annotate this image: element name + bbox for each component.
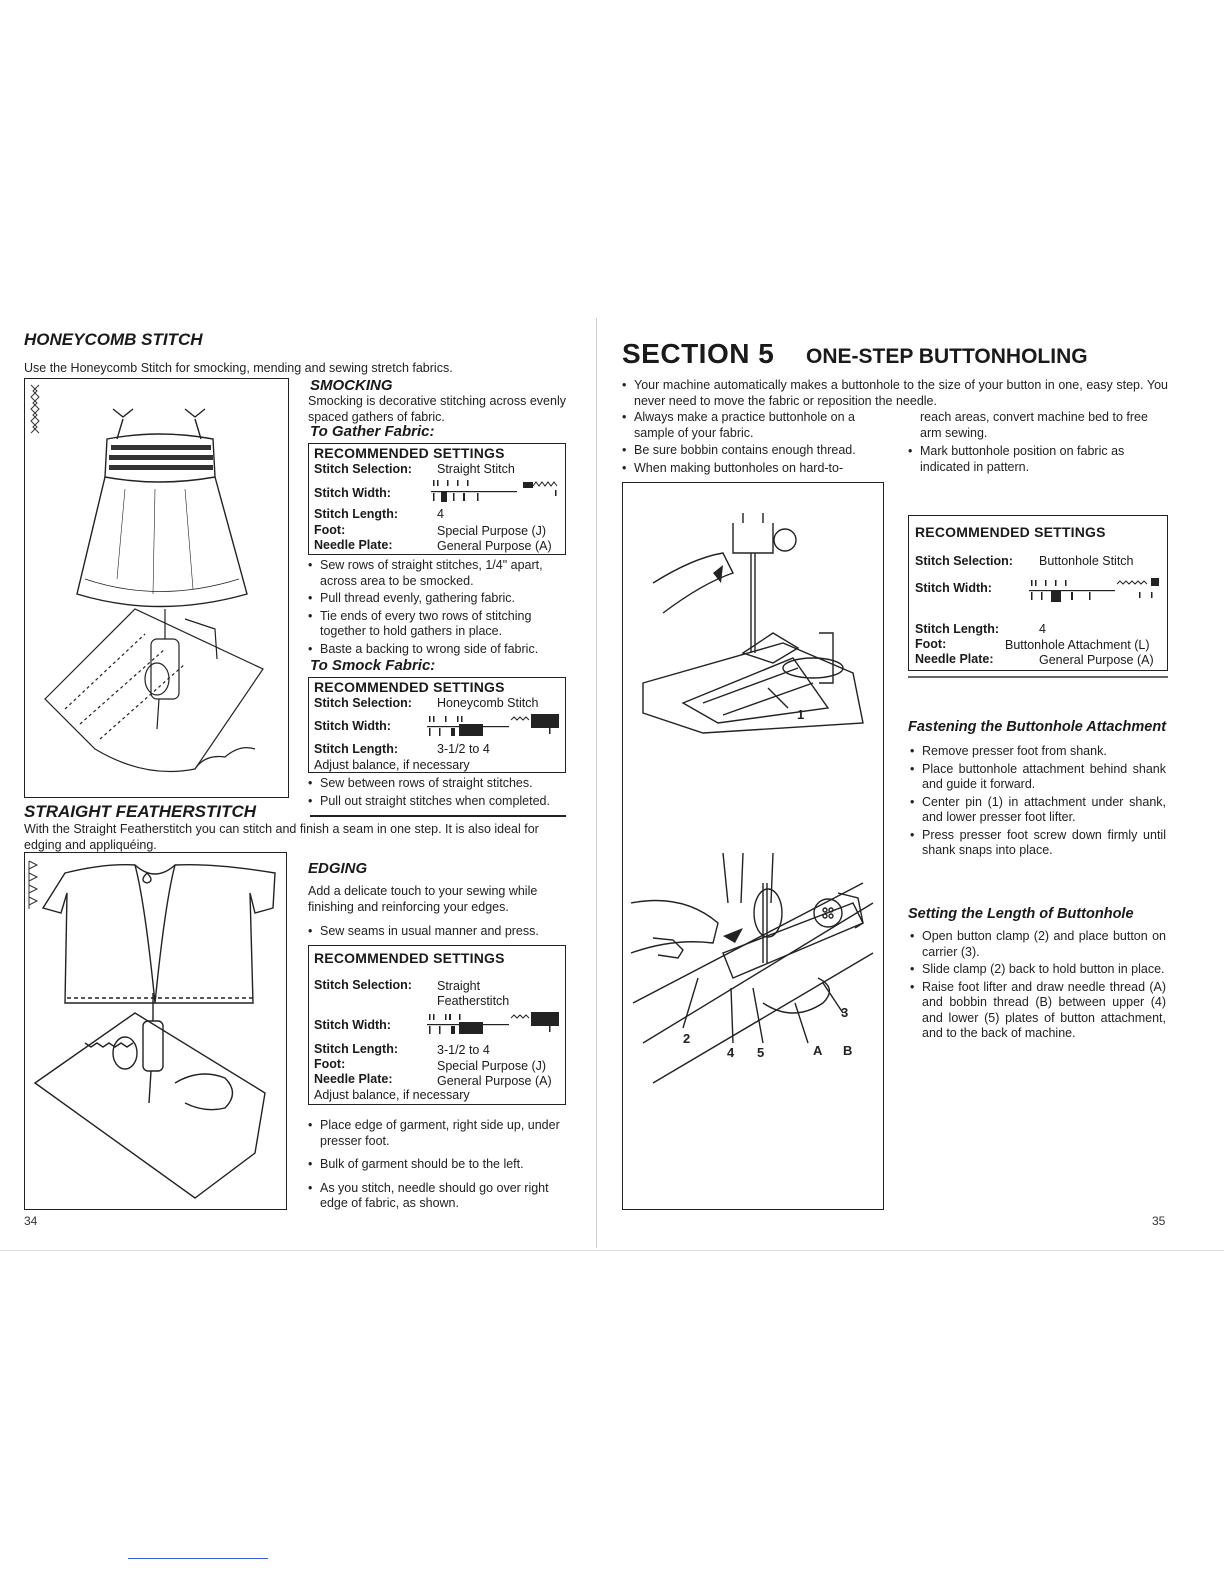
edging-step <box>308 924 570 942</box>
list-item: • Tie ends of every two rows of stitching together to hold gathers in place. <box>308 609 568 640</box>
featherstitch-balance-note: Adjust balance, if necessary <box>314 1088 470 1102</box>
list-item: • Always make a practice buttonhole on a sample of your fabric. <box>622 410 884 441</box>
featherstitch-illustration <box>24 852 287 1210</box>
stitch-width-gauge-icon <box>425 1010 561 1038</box>
figure-label-5: 5 <box>757 1045 765 1060</box>
buttonhole-attachment-illustration <box>623 483 882 1208</box>
featherstitch-selection-label: Stitch Selection: <box>314 978 412 992</box>
gather-settings-title: RECOMMENDED SETTINGS <box>314 445 505 461</box>
featherstitch-foot-value: Special Purpose (J) <box>437 1059 547 1073</box>
list-item: • Open button clamp (2) and place button on carrier (3). <box>910 929 1166 960</box>
buttonhole-foot-value: Buttonhole Attachment (L) <box>1005 638 1150 652</box>
gather-length-label: Stitch Length: <box>314 507 399 521</box>
length-heading: Setting the Length of Buttonhole <box>908 906 1134 922</box>
smock-settings-box <box>308 677 566 773</box>
gather-length-value: 4 <box>437 507 444 521</box>
intro-bullets-left <box>622 410 884 478</box>
gather-foot-value: Special Purpose (J) <box>437 524 547 538</box>
list-item: • Remove presser foot from shank. <box>910 744 1166 760</box>
figure-label-a: A <box>813 1043 823 1058</box>
stitch-width-gauge-icon <box>429 476 561 504</box>
smock-balance-note: Adjust balance, if necessary <box>314 758 470 772</box>
figure-label-b: B <box>843 1043 853 1058</box>
figure-label-4: 4 <box>727 1045 735 1060</box>
featherstitch-selection-value-2: Featherstitch <box>437 994 510 1008</box>
featherstitch-plate-label: Needle Plate: <box>314 1072 393 1086</box>
intro-bullets-right <box>908 444 1166 477</box>
fastening-heading: Fastening the Buttonhole Attachment <box>908 719 1167 735</box>
honeycomb-illustration <box>24 378 289 798</box>
section-divider <box>310 815 566 817</box>
figure-label-1: 1 <box>797 707 805 722</box>
list-item: • As you stitch, needle should go over right edge of fabric, as shown. <box>308 1181 570 1212</box>
section-title: ONE-STEP BUTTONHOLING <box>806 345 1088 368</box>
smock-length-value: 3-1/2 to 4 <box>437 742 490 756</box>
gather-settings-box <box>308 443 566 555</box>
featherstitch-settings-title: RECOMMENDED SETTINGS <box>314 950 505 966</box>
list-item: • Sew seams in usual manner and press. <box>308 924 570 940</box>
length-steps <box>910 929 1166 1044</box>
featherstitch-width-label: Stitch Width: <box>314 1018 391 1032</box>
gather-selection-label: Stitch Selection: <box>314 462 412 476</box>
list-item: • Slide clamp (2) back to hold button in place. <box>910 962 1166 978</box>
buttonhole-foot-label: Foot: <box>915 637 947 651</box>
list-item: • Pull out straight stitches when completed. <box>308 794 570 810</box>
list-item: • Place edge of garment, right side up, under presser foot. <box>308 1118 570 1149</box>
intro-bullets-full <box>622 378 1168 411</box>
list-item: • Pull thread evenly, gathering fabric. <box>308 591 568 607</box>
featherstitch-length-label: Stitch Length: <box>314 1042 399 1056</box>
list-item: • Be sure bobbin contains enough thread. <box>622 443 884 459</box>
list-item: • Raise foot lifter and draw needle thread (A) and bobbin thread (B) between upper (4) and lower (5) plates of button attachment, and to the back of machine. <box>910 980 1166 1042</box>
honeycomb-title: HONEYCOMB STITCH <box>24 330 203 349</box>
smock-width-label: Stitch Width: <box>314 719 391 733</box>
intro-continuation: reach areas, convert machine bed to free arm sewing. <box>920 410 1148 440</box>
page-number-left: 34 <box>24 1214 38 1228</box>
buttonhole-length-value: 4 <box>1039 622 1046 636</box>
stitch-width-gauge-icon <box>425 712 561 738</box>
section-label: SECTION 5 <box>622 338 775 369</box>
buttonhole-illustration <box>622 482 884 1210</box>
buttonhole-length-label: Stitch Length: <box>915 622 1000 636</box>
stitch-width-gauge-icon <box>1027 574 1163 604</box>
edging-heading: EDGING <box>308 860 368 877</box>
list-item: • Your machine automatically makes a buttonhole to the size of your button in one, easy step. You never need to move the fabric or reposition the needle. <box>622 378 1168 409</box>
figure-label-2: 2 <box>683 1031 691 1046</box>
smock-settings-title: RECOMMENDED SETTINGS <box>314 679 505 695</box>
list-item: • When making buttonholes on hard-to- <box>622 461 884 477</box>
page-bottom-edge <box>0 1250 1224 1251</box>
buttonhole-width-label: Stitch Width: <box>915 581 992 595</box>
smock-selection-value: Honeycomb Stitch <box>437 696 539 710</box>
featherstitch-length-value: 3-1/2 to 4 <box>437 1043 490 1057</box>
gather-plate-value: General Purpose (A) <box>437 539 552 553</box>
gather-foot-label: Foot: <box>314 523 346 537</box>
footer-line <box>128 1558 268 1559</box>
jacket-edging-illustration <box>25 853 285 1208</box>
featherstitch-settings-box <box>308 945 566 1105</box>
smocked-dress-illustration <box>25 379 287 796</box>
list-item: • Baste a backing to wrong side of fabric. <box>308 642 568 658</box>
buttonhole-plate-value: General Purpose (A) <box>1039 653 1154 667</box>
featherstitch-steps <box>308 1118 570 1214</box>
buttonhole-settings-title: RECOMMENDED SETTINGS <box>915 524 1106 540</box>
edging-text: Add a delicate touch to your sewing while finishing and reinforcing your edges. <box>308 884 538 914</box>
fastening-steps <box>910 744 1166 861</box>
buttonhole-plate-label: Needle Plate: <box>915 652 994 666</box>
featherstitch-intro: With the Straight Featherstitch you can stitch and finish a seam in one step. It is also ideal for edging and appliquéing. <box>24 822 539 852</box>
featherstitch-plate-value: General Purpose (A) <box>437 1074 552 1088</box>
smock-selection-label: Stitch Selection: <box>314 696 412 710</box>
featherstitch-title: STRAIGHT FEATHERSTITCH <box>24 802 257 821</box>
featherstitch-foot-label: Foot: <box>314 1057 346 1071</box>
list-item: • Bulk of garment should be to the left. <box>308 1157 570 1173</box>
gather-selection-value: Straight Stitch <box>437 462 515 476</box>
list-item: • Mark buttonhole position on fabric as indicated in pattern. <box>908 444 1166 475</box>
buttonhole-settings-box <box>908 515 1168 671</box>
gather-heading: To Gather Fabric: <box>310 423 435 440</box>
gather-width-label: Stitch Width: <box>314 486 391 500</box>
honeycomb-intro: Use the Honeycomb Stitch for smocking, mending and sewing stretch fabrics. <box>24 361 453 375</box>
list-item: • Press presser foot screw down firmly until shank snaps into place. <box>910 828 1166 859</box>
smock-heading: To Smock Fabric: <box>310 657 436 674</box>
list-item: • Sew rows of straight stitches, 1/4" apart, across area to be smocked. <box>308 558 568 589</box>
buttonhole-selection-value: Buttonhole Stitch <box>1039 554 1134 568</box>
smocking-text: Smocking is decorative stitching across evenly spaced gathers of fabric. <box>308 394 566 424</box>
smock-steps <box>308 776 570 811</box>
featherstitch-selection-value-1: Straight <box>437 979 481 993</box>
list-item: • Center pin (1) in attachment under shank, and lower presser foot lifter. <box>910 795 1166 826</box>
buttonhole-selection-label: Stitch Selection: <box>915 554 1013 568</box>
gather-steps <box>308 558 568 659</box>
list-item: • Sew between rows of straight stitches. <box>308 776 570 792</box>
smock-length-label: Stitch Length: <box>314 742 399 756</box>
page-fold <box>596 318 597 1248</box>
figure-label-3: 3 <box>841 1005 849 1020</box>
gather-plate-label: Needle Plate: <box>314 538 393 552</box>
settings-underline <box>908 676 1168 678</box>
page-number-right: 35 <box>1152 1214 1166 1228</box>
smocking-heading: SMOCKING <box>310 377 393 394</box>
list-item: • Place buttonhole attachment behind shank and guide it forward. <box>910 762 1166 793</box>
